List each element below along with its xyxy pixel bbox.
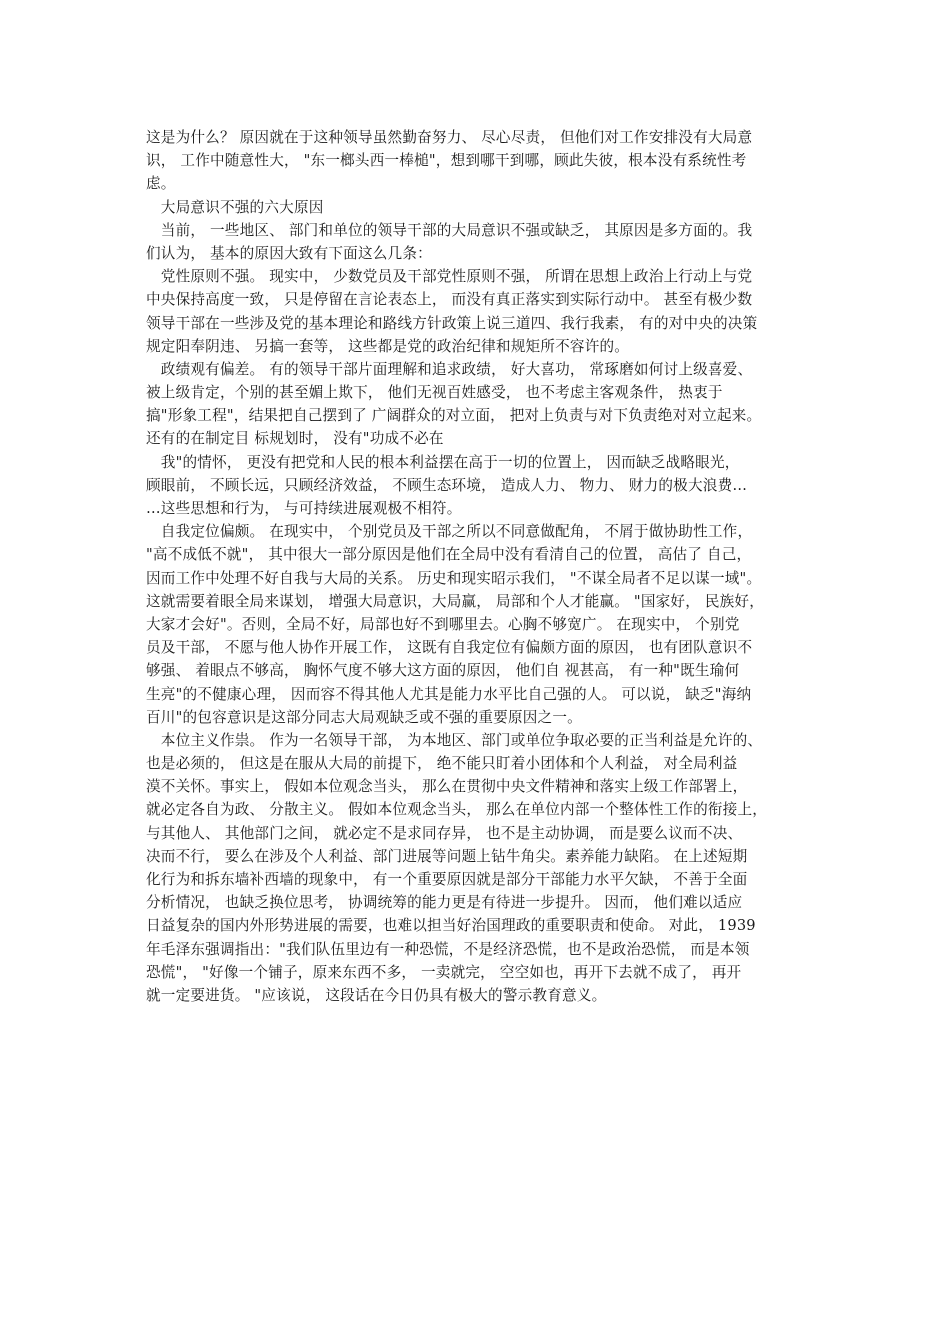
text-line: …这些思想和行为， 与可持续进展观极不相符。: [146, 500, 462, 517]
text-line: 够强、 着眼点不够高， 胸怀气度不够大这方面的原因， 他们自 视甚高， 有一种"既生瑜何: [146, 662, 740, 680]
text-line: 政绩观有偏差。 有的领导干部片面理解和追求政绩， 好大喜功， 常琢磨如何讨上级喜爱、: [146, 360, 753, 378]
text-line: 日益复杂的国内外形势进展的需要，也难以担当好治国理政的重要职责和使命。 对此， 1939: [146, 917, 756, 935]
text-line: 自我定位偏颇。 在现实中， 个别党员及干部之所以不同意做配角， 不屑于做协助性工作，: [146, 523, 753, 541]
text-line: 漠不关怀。事实上， 假如本位观念当头， 那么在贯彻中央文件精神和落实上级工作部署上，: [146, 778, 748, 796]
text-line: 生亮"的不健康心理， 因而容不得其他人尤其是能力水平比自己强的人。 可以说， 缺乏"海纳: [146, 685, 752, 703]
text-line: 因而工作中处理不好自我与大局的关系。 历史和现实昭示我们， "不谋全局者不足以谋一域"。: [146, 569, 762, 587]
text-line: 本位主义作祟。 作为一名领导干部， 为本地区、部门或单位争取必要的正当利益是允许的、: [146, 731, 763, 749]
text-line: 虑。: [146, 175, 176, 193]
text-line: 中央保持高度一致， 只是停留在言论表态上， 而没有真正落实到实际行动中。 甚至有极少数: [146, 291, 753, 309]
text-line: 化行为和拆东墙补西墙的现象中， 有一个重要原因就是部分干部能力水平欠缺， 不善于全面: [146, 871, 748, 888]
text-line: 年毛泽东强调指出："我们队伍里边有一种恐慌，不是经济恐慌，也不是政治恐慌， 而是本领: [146, 940, 750, 958]
text-line: 大局意识不强的六大原因: [146, 198, 324, 216]
text-line: 员及干部， 不愿与他人协作开展工作， 这既有自我定位有偏颇方面的原因， 也有团队意识不: [146, 639, 753, 657]
text-line: 百川"的包容意识是这部分同志大局观缺乏或不强的重要原因之一。: [146, 708, 582, 726]
text-line: 就一定要进货。 "应该说， 这段话在今日仍具有极大的警示教育意义。: [146, 986, 607, 1004]
text-line: 就必定各自为政、 分散主义。 假如本位观念当头， 那么在单位内部一个整体性工作的衔接上，: [146, 801, 768, 819]
body-text: [146, 126, 818, 1007]
text-line: 规定阳奉阴违、 另搞一套等， 这些都是党的政治纪律和规矩所不容许的。: [146, 337, 630, 355]
text-line: "高不成低不就"， 其中很大一部分原因是他们在全局中没有看清自己的位置， 高估了 自己，: [146, 546, 752, 564]
text-line: 也是必须的， 但这是在服从大局的前提下， 绝不能只盯着小团体和个人利益， 对全局利益: [146, 755, 738, 773]
text-line: 当前， 一些地区、 部门和单位的领导干部的大局意识不强或缺乏， 其原因是多方面的。我: [146, 221, 753, 239]
text-line: 党性原则不强。 现实中， 少数党员及干部党性原则不强， 所谓在思想上政治上行动上与党: [146, 268, 753, 286]
text-line: 搞"形象工程"，结果把自己摆到了 广阔群众的对立面， 把对上负责与对下负责绝对对立起来。: [146, 407, 762, 425]
text-line: 决而不行， 要么在涉及个人利益、部门进展等问题上钻牛角尖。素养能力缺陷。 在上述短期: [146, 847, 748, 865]
text-line: 顾眼前， 不顾长远，只顾经济效益， 不顾生态环境， 造成人力、 物力、 财力的极大浪费…: [146, 476, 748, 494]
text-line: 分析情况， 也缺乏换位思考， 协调统筹的能力更是有待进一步提升。 因而， 他们难以适应: [146, 894, 743, 912]
text-line: 领导干部在一些涉及党的基本理论和路线方针政策上说三道四、我行我素， 有的对中央的决策: [146, 314, 758, 332]
text-line: 这就需要着眼全局来谋划， 增强大局意识，大局赢， 局部和个人才能赢。 "国家好， 民族好，: [146, 592, 765, 610]
text-line: 还有的在制定目 标规划时， 没有"功成不必在: [146, 430, 444, 448]
text-line: 被上级肯定，个别的甚至媚上欺下， 他们无视百姓感受， 也不考虑主客观条件， 热衷于: [146, 384, 723, 402]
text-line: 这是为什么？ 原因就在于这种领导虽然勤奋努力、 尽心尽责， 但他们对工作安排没有大局意: [146, 129, 753, 146]
text-line: 大家才会好"。否则，全局不好，局部也好不到哪里去。心胸不够宽广。 在现实中， 个别党: [146, 615, 740, 633]
text-line: 恐慌"， "好像一个铺子，原来东西不多， 一卖就完， 空空如也，再开下去就不成了， 再开: [146, 963, 742, 981]
text-line: 们认为， 基本的原因大致有下面这么几条：: [146, 244, 432, 262]
text-line: 我"的情怀， 更没有把党和人民的根本利益摆在高于一切的位置上， 因而缺乏战略眼光，: [146, 453, 740, 471]
text-line: 识， 工作中随意性大， "东一榔头西一棒槌"，想到哪干到哪，顾此失彼，根本没有系统性考: [146, 152, 747, 170]
text-line: 与其他人、 其他部门之间， 就必定不是求同存异， 也不是主动协调， 而是要么议而不决、: [146, 824, 743, 842]
